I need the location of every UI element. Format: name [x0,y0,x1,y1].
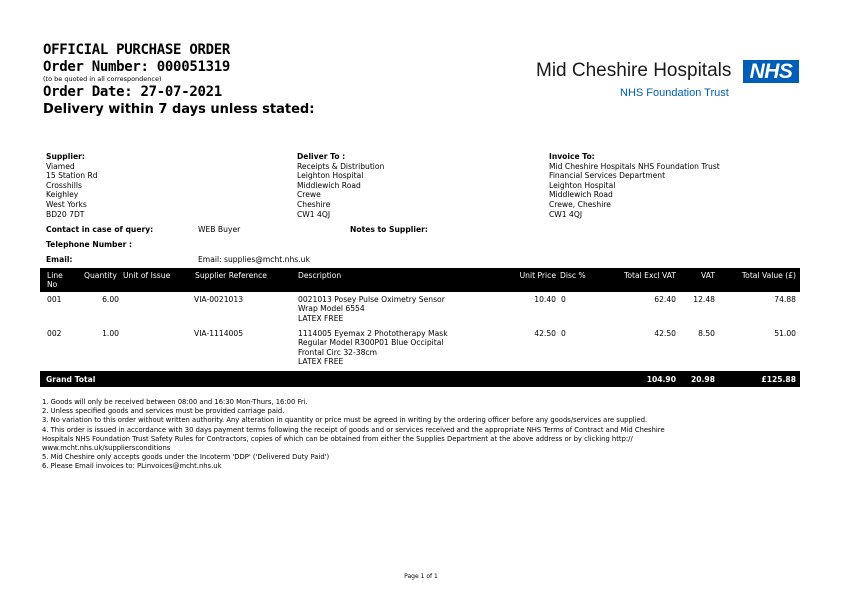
col-total-excl: Total Excl VAT [624,271,676,280]
deliver-to-line: Middlewich Road [297,180,361,190]
nhs-trust-logo [536,58,800,104]
telephone-label: Telephone Number : [46,240,133,249]
row-quantity: 6.00 [102,295,119,304]
logo-trust: NHS Foundation Trust [620,87,729,99]
col-line-no-text: No [47,280,58,289]
col-total-value: Total Value (£) [741,271,796,280]
term-link[interactable]: www.mcht.nhs.uk/suppliersconditions [42,444,171,453]
invoice-to-line: Crewe, Cheshire [549,199,611,209]
row-vat: 8.50 [698,329,715,338]
invoice-to-line: Leighton Hospital [549,180,616,190]
row-description [298,329,448,367]
order-number: Order Number: 000051319 [43,59,230,75]
contact-label: Contact in case of query: [46,225,154,234]
email-label: Email: [46,255,73,264]
grand-total-vat: 20.98 [690,375,715,384]
description-line: Regular Model R300P01 Blue Occipital [298,338,444,348]
row-unit-price: 42.50 [534,329,556,338]
col-disc: Disc % [560,271,586,280]
supplier-block [46,152,98,219]
table-row [40,329,800,369]
grand-total-value: £125.88 [761,375,796,384]
col-supplier-ref: Supplier Reference [195,271,267,280]
row-description [298,295,445,323]
col-unit-price: Unit Price [519,271,556,280]
notes-label: Notes to Supplier: [350,225,428,234]
row-total-excl: 62.40 [654,295,676,304]
col-line [47,271,63,289]
contact-value: WEB Buyer [198,225,241,234]
row-total-value: 74.88 [774,295,796,304]
order-date: Order Date: 27-07-2021 [43,84,222,100]
row-total-excl: 42.50 [654,329,676,338]
row-quantity: 1.00 [102,329,119,338]
quote-note: (to be quoted in all correspondence) [43,75,162,83]
term-item: 1. Goods will only be received between 08:00 and 16:30 Mon-Thurs, 16:00 Fri. [42,398,308,406]
invoice-to-line: Mid Cheshire Hospitals NHS Foundation Trust [549,161,720,171]
col-unit: Unit of Issue [123,271,171,280]
supplier-label: Supplier: [46,152,85,161]
col-line-text: Line [47,271,63,280]
term-item: 5. Mid Cheshire only accepts goods under the Incoterm 'DDP' ('Delivered Duty Paid') [42,453,330,462]
table-row [40,295,800,325]
deliver-to-line: Leighton Hospital [297,171,364,181]
supplier-line: 15 Station Rd [46,171,98,181]
document-title: OFFICIAL PURCHASE ORDER [43,42,230,58]
deliver-to-label: Deliver To : [297,152,346,161]
logo-name: Mid Cheshire Hospitals [536,60,732,81]
invoice-to-line: Middlewich Road [549,190,613,200]
col-quantity: Quantity [84,271,117,280]
grand-total-bar [40,371,800,387]
terms-list [42,398,802,472]
email-value: Email: supplies@mcht.nhs.uk [198,255,310,264]
table-header [40,268,800,292]
term-item: Hospitals NHS Foundation Trust Safety Rules for Contractors, copies of which can be obtained from either the Supplies Department at the above address or by clicking http:// [42,434,633,443]
invoice-to-line: CW1 4QJ [549,209,583,219]
supplier-line: West Yorks [46,199,87,209]
row-line: 001 [47,295,62,304]
term-item: 6. Please Email invoices to: PLinvoices@mcht.nhs.uk [42,462,222,471]
row-supplier-ref: VIA-0021013 [194,295,244,304]
term-item: 4. This order is issued in accordance with 30 days payment terms following the receipt of goods and or services received and the appropriate NHS Terms of Contract and Mid Cheshire [42,425,665,434]
row-unit-price: 10.40 [534,295,556,304]
delivery-note: Delivery within 7 days unless stated: [43,102,315,117]
row-line: 002 [47,329,62,338]
supplier-line: BD20 7DT [46,209,85,219]
deliver-to-line: Receipts & Distribution [297,161,385,171]
supplier-line: Crosshills [46,180,82,190]
row-total-value: 51.00 [774,329,796,338]
description-line: LATEX FREE [298,357,344,367]
invoice-to-label: Invoice To: [549,152,595,161]
nhs-badge: NHS [743,60,799,83]
deliver-to-block [297,152,384,219]
description-line: 0021013 Posey Pulse Oximetry Sensor [298,295,445,304]
invoice-to-block [549,152,720,219]
deliver-to-line: Crewe [297,190,321,200]
grand-total-excl: 104.90 [646,375,676,384]
grand-total-label: Grand Total [46,375,96,384]
description-line: Frontal Circ 32-38cm [298,347,377,357]
deliver-to-line: Cheshire [297,199,331,209]
description-line: 1114005 Eyemax 2 Phototherapy Mask [298,329,448,338]
deliver-to-line: CW1 4QJ [297,209,331,219]
description-line: LATEX FREE [298,313,344,323]
supplier-line: Keighley [46,190,79,200]
invoice-to-line: Financial Services Department [549,171,666,181]
description-line: Wrap Model 6554 [298,304,365,314]
supplier-line: Viamed [46,161,75,171]
page-number: Page 1 of 1 [404,573,438,580]
row-vat: 12.48 [693,295,715,304]
row-disc: 0 [561,295,566,304]
term-item: 3. No variation to this order without written authority. Any alteration in quantity or price must be agreed in writing by the ordering officer before any goods/services are supplied. [42,416,648,425]
col-vat: VAT [701,271,715,280]
term-item: 2. Unless specified goods and services must be provided carriage paid. [42,407,285,416]
col-description: Description [298,271,342,280]
row-supplier-ref: VIA-1114005 [194,329,244,338]
row-disc: 0 [561,329,566,338]
